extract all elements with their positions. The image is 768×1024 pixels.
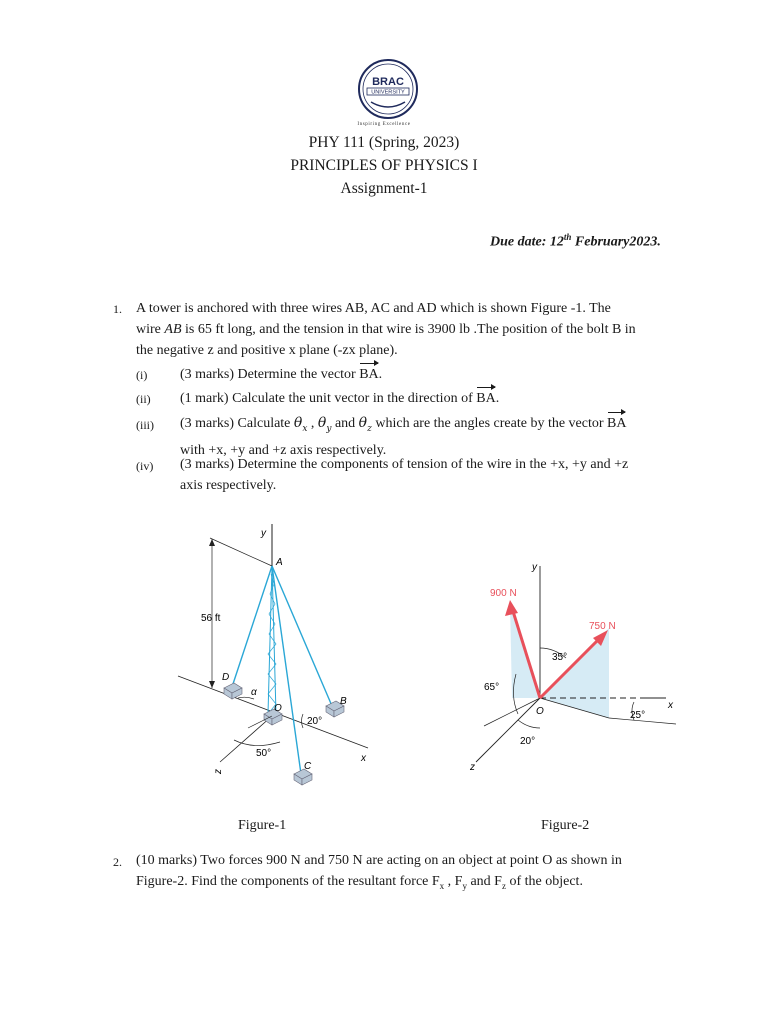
- q1-part-iii-text: (3 marks) Calculate $\theta_x$ , $\theta_y$ and $\theta_z$ which are the angles create by the vector BA with +x, +y and +z axis respectively.: [180, 413, 680, 461]
- q1-line2-b: is 65 ft long, and the tension in that wire is 3900 lb .The position of the bolt B in: [181, 322, 636, 337]
- fig2-angle-25: 25°: [630, 710, 646, 721]
- q1-part-ii-body: (1 mark) Calculate the unit vector in the direction of: [180, 391, 477, 406]
- logo-university-text: UNIVERSITY: [371, 89, 405, 96]
- fig1-height-label: 56 ft: [201, 613, 221, 624]
- q1-part-iii-b: which are the angles create by the vector: [371, 416, 608, 431]
- q1-part-iv-text: [180, 454, 680, 496]
- fig1-angle-20: 20°: [307, 716, 323, 727]
- fig1-z-label: z: [213, 769, 224, 774]
- fig1-y-label: y: [261, 528, 266, 539]
- fig2-x-label: x: [668, 700, 673, 711]
- q1-part-ii-text: [180, 388, 499, 409]
- due-date-suffix: February2023.: [571, 234, 661, 250]
- fig2-force-750: 750 N: [589, 621, 616, 632]
- fig1-alpha: α: [251, 687, 257, 698]
- q1-line3: the negative z and positive x plane (-zx plane).: [136, 343, 398, 358]
- due-date: [490, 232, 661, 251]
- q1-part-iv-number: (iv): [136, 459, 154, 473]
- q1-part-iv-line2: axis respectively.: [180, 478, 277, 493]
- q1-line2: [136, 319, 696, 340]
- fig1-point-o: O: [274, 703, 282, 714]
- q2-text: [136, 850, 706, 897]
- q2-line2: Figure-2. Find the components of the resultant force $F_x$ , $F_y$ and $F_z$ of the object.: [136, 874, 583, 891]
- q1-part-iii-and: and: [331, 416, 359, 431]
- fig2-angle-20: 20°: [520, 736, 536, 747]
- fig2-force-900: 900 N: [490, 588, 517, 599]
- fig2-point-o: O: [536, 706, 544, 717]
- q1-line1: A tower is anchored with three wires AB, AC and AD which is shown Figure -1. The: [136, 301, 611, 316]
- figure-1-caption: Figure-1: [238, 818, 287, 833]
- course-title: PRINCIPLES OF PHYSICS I: [290, 157, 478, 174]
- logo-tagline: Inspiring Excellence: [357, 122, 411, 127]
- q1-part-iv-line1: (3 marks) Determine the components of tension of the wire in the +x, +y and +z: [180, 457, 629, 472]
- course-code: PHY 111 (Spring, 2023): [308, 134, 460, 151]
- q1-part-i-body: (3 marks) Determine the vector: [180, 367, 360, 382]
- fig2-y-label: y: [532, 562, 537, 573]
- assignment-title: Assignment-1: [340, 180, 428, 197]
- figure-2-caption: Figure-2: [541, 818, 590, 833]
- q1-number: 1.: [113, 302, 122, 316]
- figure-1-tower-diagram: [168, 518, 383, 788]
- q1-part-i-number: (i): [136, 368, 148, 382]
- fig1-point-a: A: [276, 557, 283, 568]
- q1-part-iii-number: (iii): [136, 418, 154, 432]
- fig2-angle-35: 35°: [552, 652, 568, 663]
- q1-line2-ab: AB: [164, 322, 182, 337]
- due-date-sup: th: [563, 232, 572, 242]
- vector-ba: BA: [607, 413, 626, 434]
- q1-part-ii-number: (ii): [136, 392, 151, 406]
- brac-university-logo: [357, 58, 419, 128]
- fig1-point-b: B: [340, 696, 347, 707]
- theta-y: $\theta_y$: [317, 415, 332, 434]
- q2-line1: (10 marks) Two forces 900 N and 750 N are acting on an object at point O as shown in: [136, 853, 622, 868]
- q1-part-iii-line2: with +x, +y and +z axis respectively.: [180, 442, 387, 458]
- due-date-prefix: Due date: 12: [490, 234, 564, 250]
- fig1-point-c: C: [304, 761, 312, 772]
- q1-part-iii-a: (3 marks) Calculate: [180, 416, 294, 431]
- fig2-z-label: z: [470, 762, 475, 773]
- figure-2-force-diagram: [466, 556, 688, 776]
- q1-part-i-text: [180, 364, 382, 385]
- q1-part-ii-end: .: [495, 391, 500, 406]
- vector-ba: BA: [476, 388, 495, 409]
- q1-part-i-end: .: [378, 367, 383, 382]
- theta-z: $\theta_z$: [358, 415, 372, 434]
- logo-brac-text: BRAC: [372, 76, 404, 88]
- fig2-angle-65: 65°: [484, 682, 500, 693]
- q1-text: [136, 298, 696, 361]
- vector-ba: BA: [359, 364, 378, 385]
- fig1-angle-50: 50°: [256, 748, 272, 759]
- fig1-point-d: D: [222, 672, 230, 683]
- theta-x: $\theta_x$: [293, 415, 308, 434]
- q2-number: 2.: [113, 855, 122, 869]
- fig1-x-label: x: [361, 753, 366, 764]
- q1-line2-a: wire: [136, 322, 165, 337]
